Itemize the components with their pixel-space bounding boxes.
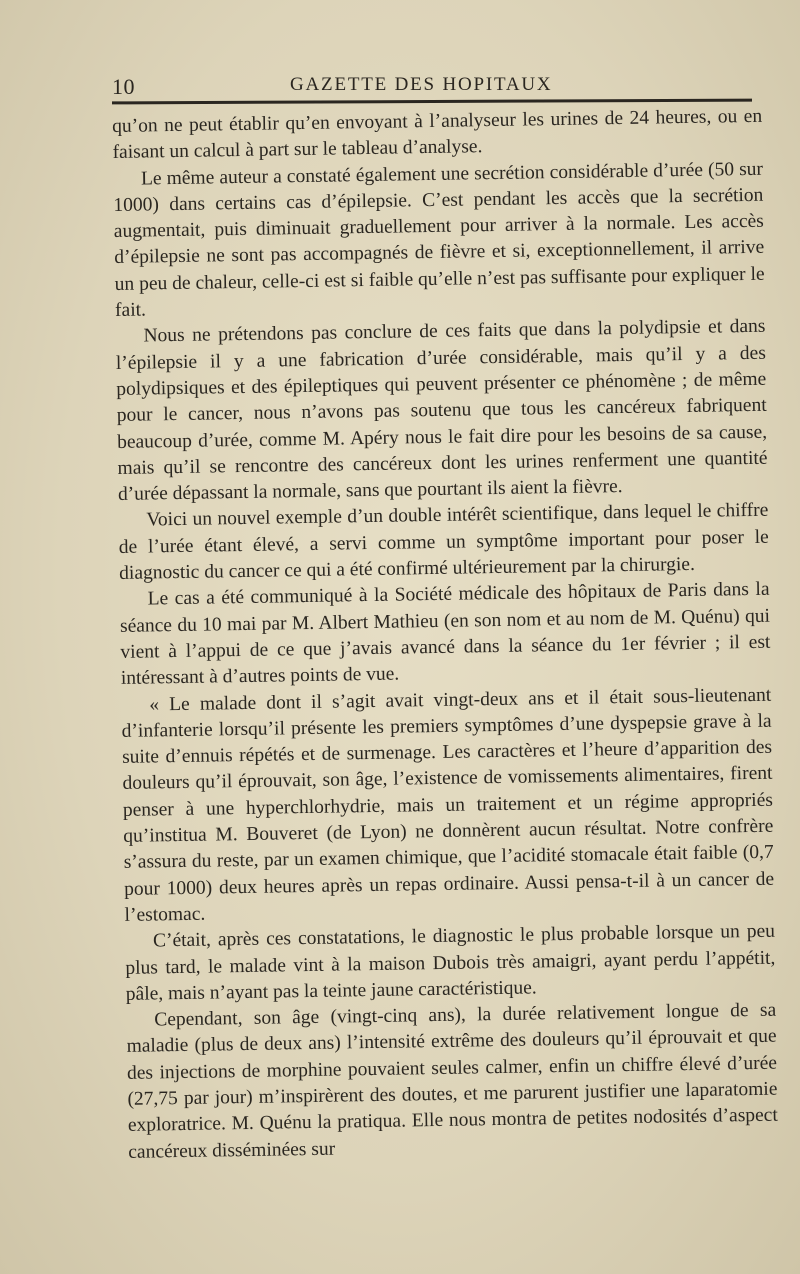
paragraph: Cependant, son âge (vingt-cinq ans), la durée relativement longue de sa maladie (plus de deux ans) l’intensité extrême des douleurs qu’il éprouvait et que des injections de morphine pouvaient seules calmer, enfin un chiffre élevé d’urée (27,75 par jour) m’inspirèrent des doutes, et me parurent justifier une laparatomie exploratrice. M. Quénu la pratiqua. Elle nous montra de petites nodosités d’aspect cancéreux disséminées sur xyxy=(126,999,778,1163)
paragraph: Le cas a été communiqué à la Société médicale des hôpitaux de Paris dans la séance du 10 mai par M. Albert Mathieu (en son nom et au nom de M. Quénu) qui vient à l’appui de ce que j’avais avancé dans la séance du 1er février ; il est intéressant à d’autres points de vue. xyxy=(119,579,771,690)
article-body xyxy=(112,104,778,1166)
paragraph: qu’on ne peut établir qu’en envoyant à l’analyseur les urines de 24 heures, ou en faisant un calcul à part sur le tableau d’analyse. xyxy=(112,105,763,164)
page-number: 10 xyxy=(112,74,135,99)
page-header xyxy=(112,72,752,102)
paragraph: C’était, après ces constatations, le diagnostic le plus probable lorsque un peu plus tard, le malade vint à la maison Dubois très amaigri, ayant perdu l’appétit, pâle, mais n’ayant pas la teinte jaune caractéristique. xyxy=(125,920,776,1005)
paragraph: « Le malade dont il s’agit avait vingt-deux ans et il était sous-lieutenant d’infanterie lorsqu’il présente les premiers symptômes d’une dyspepsie grave à la suite d’ennuis répétés et de surmenage. Les caractères et l’heure d’apparition des douleurs qu’il éprouvait, son âge, l’existence de vomissements alimentaires, firent penser à une hyperchlorhydrie, mais un traitement et un régime appropriés qu’institua M. Bouveret (de Lyon) ne donnèrent aucun résultat. Notre confrère s’assura du reste, par un examen chimique, que l’acidité stomacale était faible (0,7 pour 1000) deux heures après un repas ordinaire. Aussi pensa-t-il à un cancer de l’estomac. xyxy=(121,684,775,926)
paragraph: Le même auteur a constaté également une secrétion considérable d’urée (50 sur 1000) dans certains cas d’épilepsie. C’est pendant les accès que la secrétion augmentait, puis diminuait graduellement pour arriver à la normale. Les accès d’épilepsie ne sont pas accompagnés de fièvre et si, exceptionnellement, il arrive un peu de chaleur, celle-ci est si faible qu’elle n’est pas suffisante pour expliquer le fait. xyxy=(113,158,765,322)
running-title: GAZETTE DES HOPITAUX xyxy=(290,74,553,95)
paragraph: Nous ne prétendons pas conclure de ces faits que dans la polydipsie et dans l’épilepsie il y a une fabrication d’urée considérable, mais qu’il y a des polydipsiques et des épileptiques qui peuvent présenter ce phénomène ; de même pour le cancer, nous n’avons pas soutenu que tous les cancéreux fabriquent beaucoup d’urée, comme M. Apéry nous le fait dire pour les besoins de sa cause, mais qu’il se rencontre des cancéreux dont les urines renferment une quantité d’urée dépassant la normale, sans que pourtant ils aient la fièvre. xyxy=(115,316,768,506)
paragraph: Voici un nouvel exemple d’un double intérêt scientifique, dans lequel le chiffre de l’urée étant élevé, a servi comme un symptôme important pour poser le diagnostic du cancer ce qui a été confirmé ultérieurement par la chirurgie. xyxy=(118,500,769,584)
